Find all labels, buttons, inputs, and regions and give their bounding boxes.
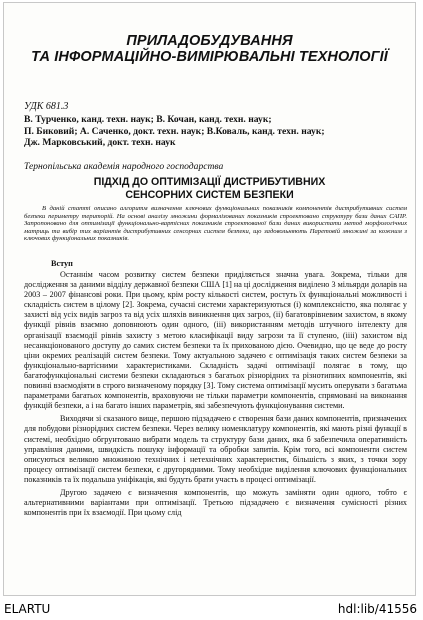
article-title-line-2: СЕНСОРНИХ СИСТЕМ БЕЗПЕКИ: [125, 188, 294, 201]
article-title-line-1: ПІДХІД ДО ОПТИМІЗАЦІЇ ДИСТРИБУТИВНИХ: [93, 176, 326, 188]
author-list: [24, 114, 409, 149]
paragraph: Виходячи зі сказаного вище, першою підзадачею є створення бази даних компонентів, призначених для побудови різнорідних систем безпеки. Через велику номенклатуру компонентів, які мають різні функції в системі, необхідно обгрунтовано вибрати модель та структуру бази даних, яка б забезпечила оперативність управління даними, швидкість пошуку інформації та обробки запитів. Крім того, всі компоненти систем описуються великою множиною технічних і нетехнічних характеристик, більшість з яких, з точки зору процесу оптимізації систем безпеки, є другорядними. Тому необхідне виділення ключових функціональних показників та їх подальша уніфікація, які будуть брати участь в процесі оптимізації.: [24, 414, 407, 484]
journal-header: [4, 33, 415, 65]
abstract-text: В даній статті описано алгоритм визначення ключових функціональних показників компонентів дистрибутивних систем безпеки периметру територій. На основі аналізу множини формалізованих показників спроектовано структуру бази даних САПР. Запропоновано для оптимізації функціонально-вартісних показників спроектованої бази даних використати метод морфологічних матриць та вибір тих варіантів дистрибутивних сенсорних систем безпеки, що задовольняють Паретовій множині за кожним з ключових функціональних показників.: [24, 205, 407, 242]
body-text: [24, 270, 407, 521]
paragraph: Останнім часом розвитку систем безпеки приділяється значна увага. Зокрема, тільки для дослідження за даними відділу державної безпеки США [1] на ці дослідження виділено 3 мільярди доларів на 2003 – 2007 фінансові роки. При цьому, крім росту кількості систем, ростуть їх функціональні можливості і складність систем в цілому [2]. Зокрема, сучасні системи характеризуються (і) комплексністю, яка полягає у захисті від усіх видів загроз та від усіх шляхів виникнення цих загроз, (іі) багатоврівневим захистом, в якому функції рівнів взаємно доповнюють один одного, (ііі) використанням методів штучного інтелекту для організації взаємодії рівнів захисту з метою класифікації виду загрози та її ступеню, (іііі) захистом від несанкціонованого доступу до самих систем безпеки та їх прихованою дією. Очевидно, що це веде до росту ціни окремих реалізацій систем безпеки. Тому актуальною задачею є оптимізація таких систем безпеки за функціонально-вартісними характеристиками. Складність задачі оптимізації полягає в тому, що багатофункціональні системи безпеки складаються з багатьох різнорідних та різнотипних компонентів, які повинні взаємодіяти в строго визначеному порядку [3]. Тому система оптимізації мусить оперувати з багатьма параметрами багатьох компонентів, враховуючи не тільки параметри компонентів, спрямовані на виконання функцій безпеки, а і на багато інших параметрів, які забезпечують функціонування системи.: [24, 270, 407, 411]
author-line: Дж. Марковський, докт. техн. наук: [24, 137, 176, 149]
section-heading: Вступ: [51, 259, 73, 268]
paragraph: Другою задачею є визначення компонентів, що можуть заміняти один одного, тобто є альтернативними варіантами при оптимізації. Третьою підзадачею є визначення сумісності різних компонентів при їх взаємодії. При цьому слід: [24, 487, 407, 518]
abstract: [24, 205, 407, 243]
journal-header-line-1: ПРИЛАДОБУДУВАННЯ: [126, 33, 293, 49]
handle-label: hdl:lib/41556: [337, 602, 417, 616]
author-line: П. Биковий; А. Саченко, докт. техн. наук; В.Коваль, канд. техн. наук;: [24, 125, 325, 137]
footer-bar: [0, 597, 423, 620]
document-page: [3, 2, 416, 596]
article-title: [4, 176, 415, 201]
journal-header-line-2: ТА ІНФОРМАЦІЙНО-ВИМІРЮВАЛЬНІ ТЕХНОЛОГІЇ: [31, 49, 388, 65]
repository-label: ELARTU: [4, 602, 51, 616]
udk-code: УДК 681.3: [24, 101, 69, 112]
affiliation: Тернопільська академія народного господарства: [24, 161, 224, 172]
author-line: В. Турченко, канд. техн. наук; В. Кочан, канд. техн. наук;: [24, 114, 272, 125]
